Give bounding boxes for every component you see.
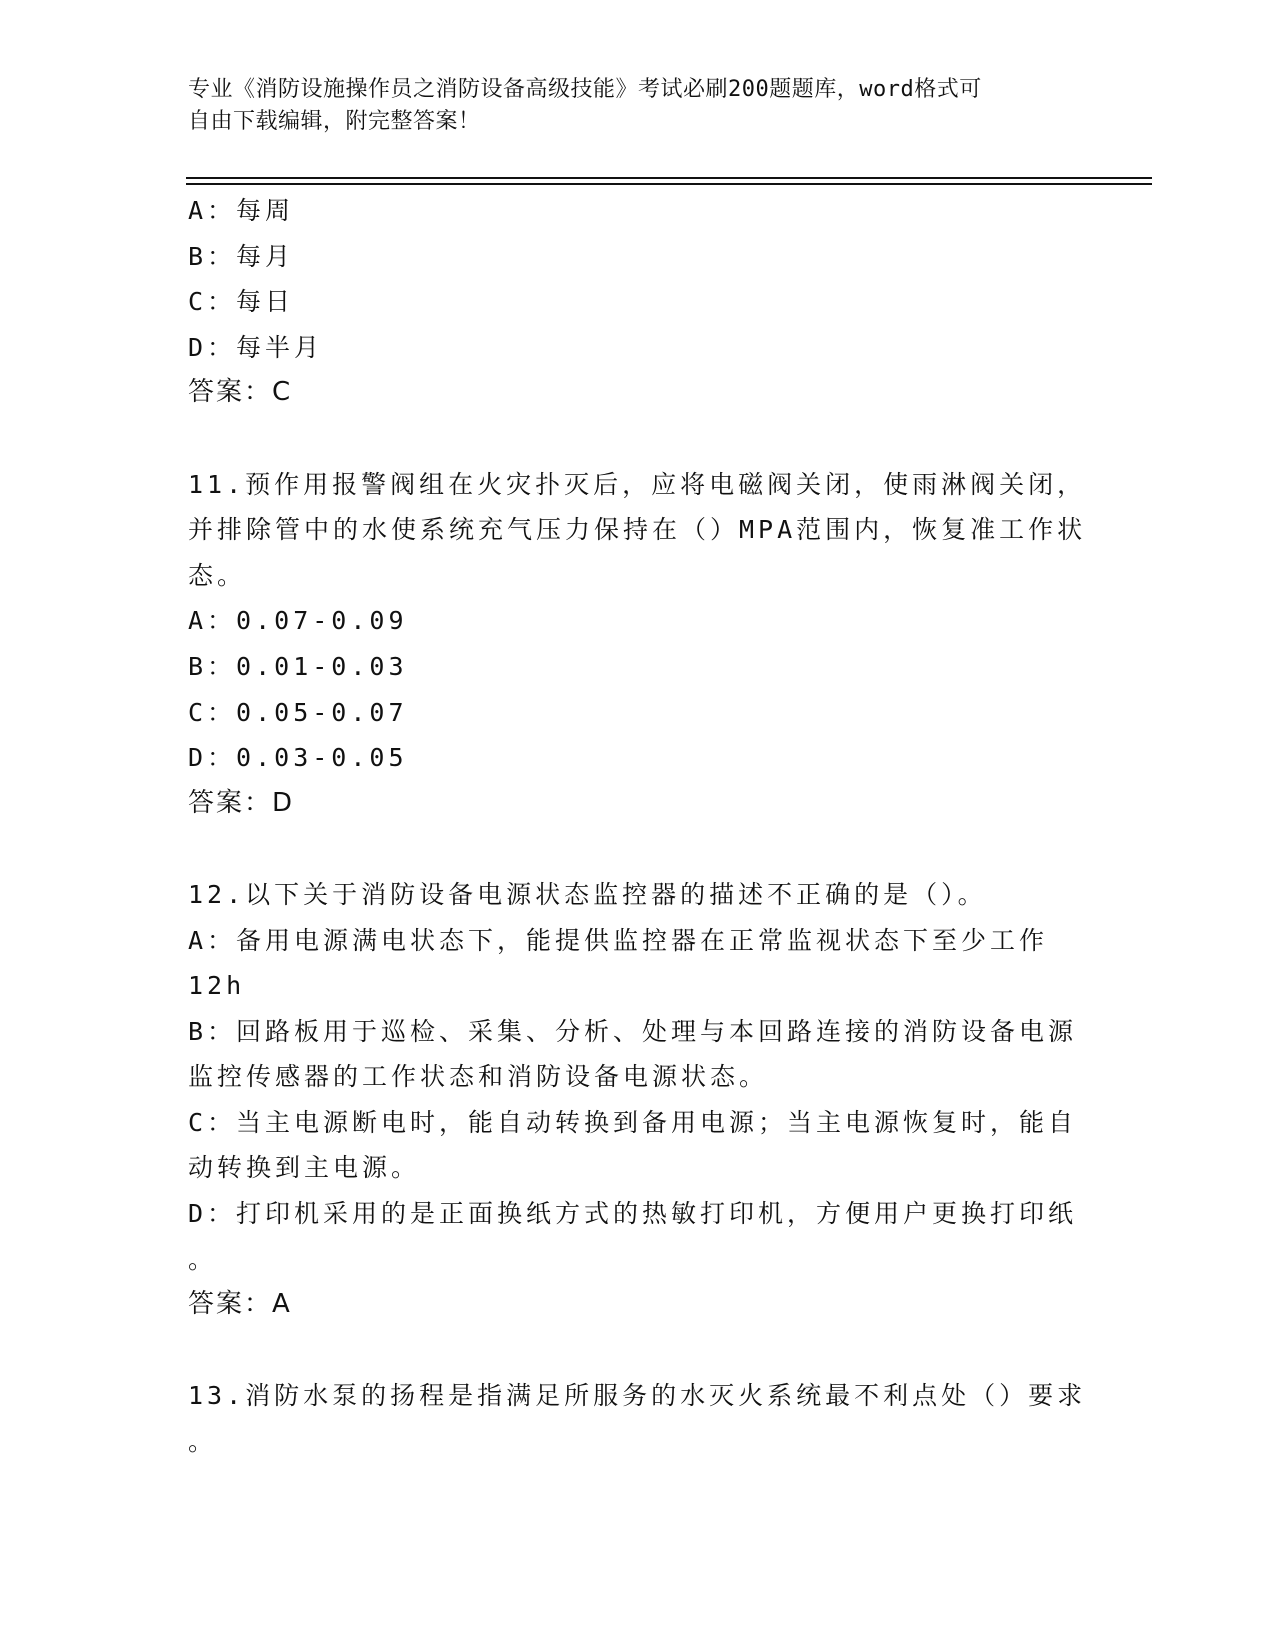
header-divider-bottom xyxy=(186,183,1152,185)
option-a: A：每周 xyxy=(188,196,295,225)
option-d: D：打印机采用的是正面换纸方式的热敏打印机，方便用户更换打印纸 xyxy=(188,1199,1078,1229)
answer: 答案：D xyxy=(188,787,295,818)
option-c-continued: 动转换到主电源。 xyxy=(188,1153,421,1183)
option-d: D：每半月 xyxy=(188,332,324,362)
question-list xyxy=(188,188,1088,1465)
answer: 答案：A xyxy=(188,1289,292,1320)
question-12 xyxy=(188,872,1088,1328)
spacer xyxy=(188,826,1088,872)
question-stem-line: 并排除管中的水使系统充气压力保持在（）MPA范围内，恢复准工作状 xyxy=(188,515,1087,545)
question-stem-line: 12.以下关于消防设备电源状态监控器的描述不正确的是（）。 xyxy=(188,879,987,909)
question-11 xyxy=(188,462,1088,827)
option-b: B：每月 xyxy=(188,241,295,271)
question-10 xyxy=(188,188,1088,416)
answer: 答案：C xyxy=(188,377,293,408)
question-stem-line: 13.消防水泵的扬程是指满足所服务的水灭火系统最不利点处（）要求 xyxy=(188,1381,1087,1411)
spacer xyxy=(188,416,1088,462)
option-c: C：当主电源断电时，能自动转换到备用电源；当主电源恢复时，能自 xyxy=(188,1107,1078,1137)
header-line-2: 自由下载编辑，附完整答案！ xyxy=(188,109,481,134)
option-a-continued: 12h xyxy=(188,971,246,1001)
question-13 xyxy=(188,1373,1088,1464)
header-line-1: 专业《消防设施操作员之消防设备高级技能》考试必刷200题题库，word格式可 xyxy=(188,77,982,102)
question-stem-line: 态。 xyxy=(188,560,247,590)
option-c: C：0.05-0.07 xyxy=(188,697,408,727)
option-b-continued: 监控传感器的工作状态和消防设备电源状态。 xyxy=(188,1062,769,1092)
option-d: D：0.03-0.05 xyxy=(188,743,408,773)
option-a: A：备用电源满电状态下，能提供监控器在正常监视状态下至少工作 xyxy=(188,925,1049,955)
option-c: C：每日 xyxy=(188,287,295,317)
option-a: A：0.07-0.09 xyxy=(188,606,408,636)
question-stem-line: 11.预作用报警阀组在火灾扑灭后，应将电磁阀关闭，使雨淋阀关闭， xyxy=(188,469,1087,499)
option-d-continued: 。 xyxy=(188,1244,218,1274)
option-b: B：0.01-0.03 xyxy=(188,651,408,681)
option-b: B：回路板用于巡检、采集、分析、处理与本回路连接的消防设备电源 xyxy=(188,1016,1078,1046)
header-divider-top xyxy=(186,177,1152,179)
spacer xyxy=(188,1328,1088,1374)
document-header xyxy=(188,74,1068,138)
question-stem-line: 。 xyxy=(188,1427,218,1457)
